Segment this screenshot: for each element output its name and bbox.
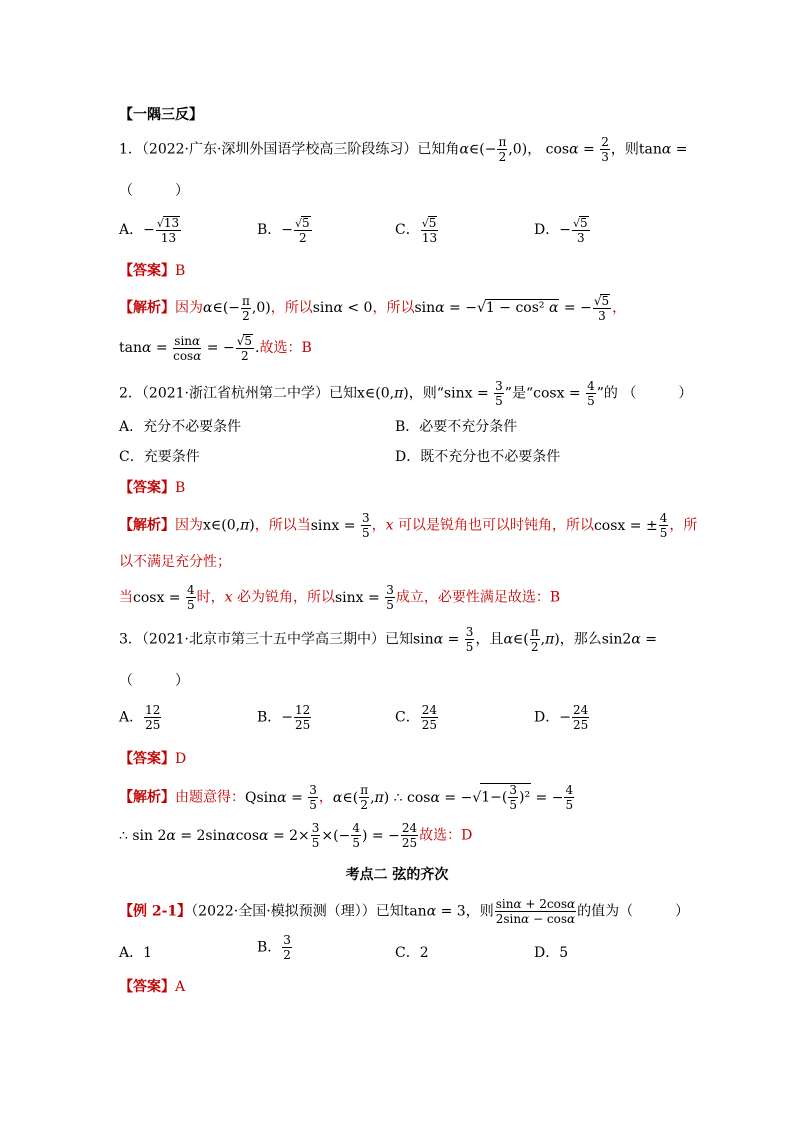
- section-heading: 考点二 弦的齐次: [345, 867, 449, 883]
- q3-stem: 3．（2021·北京市第三十五中学高三期中）已知sinα = $\frac{3}{5}$ ，且α∈( $\frac{\pi}{2}$ ,π)，那么sin2α =: [119, 625, 657, 654]
- q2-analysis-line3: 当cosx = $\frac{4}{5}$ 时，x 必为锐角，所以sinx = $\frac{3}{5}$ 成立，必要性满足故选：B: [119, 583, 561, 612]
- q1-option-c: C． $\frac{√5}{13}$: [395, 216, 438, 245]
- q2-option-b: B．必要不充分条件: [395, 419, 518, 435]
- ex21-option-d: D．5: [534, 945, 569, 961]
- ex21-stem: 【例 2-1】（2022·全国·模拟预测（理））已知tanα = 3，则 $\frac{\sin\alpha + 2\cos\alpha}{2\sin\alpha - \cos\alpha}$ 的值为（ ）: [119, 897, 690, 926]
- q3-options: [119, 704, 694, 740]
- q2-analysis-line2: 以不满足充分性；: [119, 554, 231, 570]
- ex21-option-b: B． $\frac{3}{2}$: [257, 933, 291, 962]
- q1-options: [119, 216, 694, 252]
- q2-stem: 2．（2021·浙江省杭州第二中学）已知x∈(0,π)，则“sinx = $\frac{3}{5}$ ”是“cosx = $\frac{4}{5}$ ”的 （ ）: [119, 379, 693, 408]
- q1-analysis-line1: 【解析】因为α∈(− $\frac{\pi}{2}$ ,0)，所以sinα < 0，所以sinα = −√1 − cos² α = − $\frac{√5}{3}$ ，: [119, 293, 627, 323]
- q3-option-c: C． $\frac{24}{25}$: [395, 703, 437, 732]
- q1-analysis-line2: tanα = $\frac{\sin\alpha}{\cos\alpha}$ = − $\frac{√5}{2}$ .故选：B: [119, 333, 312, 363]
- q3-paren: （ ）: [119, 673, 189, 689]
- ex21-answer: 【答案】A: [119, 979, 186, 995]
- q1-option-d: D．− $\frac{√5}{3}$: [534, 216, 588, 245]
- q3-analysis-line2: ∴ sin 2α = 2sinαcosα = 2× $\frac{3}{5}$ ×(− $\frac{4}{5}$ ) = − $\frac{24}{25}$ 故选：D: [119, 821, 473, 850]
- q2-analysis-line1: 【解析】因为x∈(0,π)，所以当sinx = $\frac{3}{5}$ ，x 可以是锐角也可以时钝角，所以cosx = ± $\frac{4}{5}$ ，所: [119, 511, 698, 540]
- q1-paren: （ ）: [119, 183, 189, 199]
- q3-answer: 【答案】D: [119, 751, 187, 767]
- q2-option-c: C．充要条件: [119, 449, 200, 465]
- q1-stem: 1．（2022·广东·深圳外国语学校高三阶段练习）已知角α∈(− $\frac{\pi}{2}$ ,0)， cosα = $\frac{2}{3}$ ，则tanα =: [119, 135, 688, 164]
- ex21-option-c: C．2: [395, 945, 429, 961]
- q2-option-a: A．充分不必要条件: [119, 419, 242, 435]
- section-label: 【一隅三反】: [119, 107, 203, 123]
- q1-option-a: A．− $\frac{√13}{13}$: [119, 216, 180, 245]
- q2-options-row2: [119, 446, 694, 466]
- q1-option-b: B．− $\frac{√5}{2}$: [257, 216, 310, 245]
- q1-answer: 【答案】B: [119, 263, 186, 279]
- ex21-options: [119, 934, 694, 970]
- ex21-option-a: A．1: [119, 945, 153, 961]
- q3-analysis-line1: 【解析】由题意得：Qsinα = $\frac{3}{5}$ ，α∈( $\frac{\pi}{2}$ ,π) ∴ cosα = −√1−( $\frac{3}{5}$ )² = − $\frac{4}{5}$: [119, 783, 574, 812]
- q3-option-a: A． $\frac{12}{25}$: [119, 703, 161, 732]
- q2-answer: 【答案】B: [119, 480, 186, 496]
- q2-option-d: D．既不充分也不必要条件: [395, 449, 561, 465]
- q2-options-row1: [119, 416, 694, 436]
- q3-option-b: B．− $\frac{12}{25}$: [257, 703, 311, 732]
- q3-option-d: D．− $\frac{24}{25}$: [534, 703, 589, 732]
